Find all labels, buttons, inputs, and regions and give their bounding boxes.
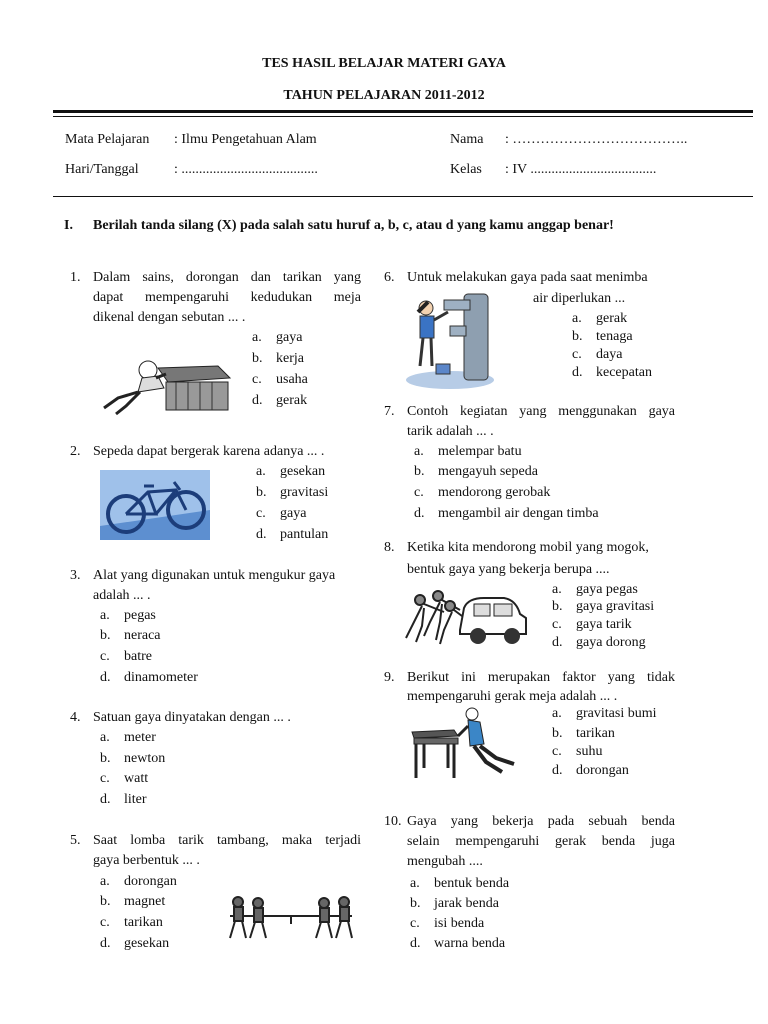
option-a[interactable]: a. gerak bbox=[572, 311, 628, 326]
option-d[interactable]: d. liter bbox=[100, 792, 147, 807]
option-b[interactable]: b. magnet bbox=[100, 894, 166, 909]
question-text: Alat yang digunakan untuk mengukur gaya adalah ... . bbox=[93, 568, 336, 603]
tug-of-war-illustration bbox=[226, 894, 356, 946]
option-a[interactable]: a. pegas bbox=[100, 608, 156, 623]
option-a[interactable]: a. bentuk benda bbox=[410, 876, 510, 891]
option-a[interactable]: a. gaya bbox=[252, 330, 303, 345]
question-number: 10. bbox=[384, 814, 402, 829]
header-rule-thin bbox=[53, 116, 753, 117]
option-b[interactable]: b. jarak benda bbox=[410, 896, 499, 911]
option-c[interactable]: c. isi benda bbox=[410, 916, 485, 931]
option-d[interactable]: d. dinamometer bbox=[100, 670, 198, 685]
question-text: Satuan gaya dinyatakan dengan ... . bbox=[93, 710, 291, 725]
option-c[interactable]: c. daya bbox=[572, 347, 623, 362]
question-text: Untuk melakukan gaya pada saat menimba bbox=[407, 270, 648, 285]
option-b[interactable]: b. gravitasi bbox=[256, 485, 329, 500]
date-label: Hari/Tanggal bbox=[65, 162, 139, 177]
option-b[interactable]: b. gaya gravitasi bbox=[552, 599, 655, 614]
question-number: 9. bbox=[384, 670, 395, 685]
test-title: TES HASIL BELAJAR MATERI GAYA bbox=[262, 56, 506, 71]
class-label: Kelas bbox=[450, 162, 482, 177]
option-c[interactable]: c. batre bbox=[100, 649, 152, 664]
bicycle-illustration bbox=[100, 470, 210, 540]
question-text: Sepeda dapat bergerak karena adanya ... . bbox=[93, 444, 325, 459]
option-b[interactable]: b. mengayuh sepeda bbox=[414, 464, 538, 479]
question-number: 2. bbox=[70, 444, 81, 459]
subject-value: : Ilmu Pengetahuan Alam bbox=[174, 132, 317, 147]
date-field[interactable]: : ....................................... bbox=[174, 162, 318, 177]
name-label: Nama bbox=[450, 132, 484, 147]
option-b[interactable]: b. tenaga bbox=[572, 329, 633, 344]
option-b[interactable]: b. kerja bbox=[252, 351, 304, 366]
option-c[interactable]: c. gaya bbox=[256, 506, 307, 521]
question-number: 1. bbox=[70, 270, 81, 285]
section-number: I. bbox=[64, 218, 73, 233]
boy-pushing-table-illustration bbox=[406, 704, 520, 780]
option-a[interactable]: a. gesekan bbox=[256, 464, 326, 479]
question-text: Contoh kegiatan yang menggunakan gaya tarik adalah ... . bbox=[407, 404, 675, 439]
section-instruction: Berilah tanda silang (X) pada salah satu huruf a, b, c, atau d yang kamu anggap benar! bbox=[93, 218, 614, 233]
name-field[interactable]: : ……………………………….. bbox=[505, 132, 688, 147]
option-a[interactable]: a. dorongan bbox=[100, 874, 177, 889]
people-pushing-car-illustration bbox=[404, 586, 528, 652]
option-b[interactable]: b. tarikan bbox=[552, 726, 615, 741]
option-d[interactable]: d. gerak bbox=[252, 393, 308, 408]
question-number: 5. bbox=[70, 833, 81, 848]
option-d[interactable]: d. dorongan bbox=[552, 763, 629, 778]
question-number: 3. bbox=[70, 568, 81, 583]
question-number: 4. bbox=[70, 710, 81, 725]
question-number: 8. bbox=[384, 540, 395, 555]
option-a[interactable]: a. gravitasi bumi bbox=[552, 706, 657, 721]
option-d[interactable]: d. mengambil air dengan timba bbox=[414, 506, 599, 521]
option-a[interactable]: a. melempar batu bbox=[414, 444, 522, 459]
option-a[interactable]: a. meter bbox=[100, 730, 156, 745]
option-c[interactable]: c. gaya tarik bbox=[552, 617, 632, 632]
question-text: Berikut ini merupakan faktor yang tidak mempengaruhi gerak meja adalah ... . bbox=[407, 670, 675, 704]
boy-pushing-table-illustration bbox=[98, 348, 232, 418]
option-d[interactable]: d. warna benda bbox=[410, 936, 506, 951]
option-d[interactable]: d. gaya dorong bbox=[552, 635, 646, 650]
class-field[interactable]: : IV .................................... bbox=[505, 162, 657, 177]
question-text: Gaya yang bekerja pada sebuah benda selain mempengaruhi gerak benda juga mengubah .... bbox=[407, 814, 675, 869]
girl-pumping-water-illustration bbox=[404, 290, 496, 390]
option-d[interactable]: d. gesekan bbox=[100, 936, 170, 951]
question-text: Dalam sains, dorongan dan tarikan yang dapat mempengaruhi kedudukan meja dikenal dengan sebutan ... . bbox=[93, 270, 361, 325]
school-year: TAHUN PELAJARAN 2011-2012 bbox=[283, 88, 485, 103]
option-c[interactable]: c. usaha bbox=[252, 372, 308, 387]
option-a[interactable]: a. gaya pegas bbox=[552, 582, 638, 597]
info-rule bbox=[53, 196, 753, 197]
option-b[interactable]: b. newton bbox=[100, 751, 166, 766]
option-c[interactable]: c. tarikan bbox=[100, 915, 163, 930]
question-text-continued: air diperlukan ... bbox=[533, 291, 626, 306]
option-c[interactable]: c. watt bbox=[100, 771, 149, 786]
question-number: 6. bbox=[384, 270, 395, 285]
option-c[interactable]: c. suhu bbox=[552, 744, 603, 759]
question-number: 7. bbox=[384, 404, 395, 419]
question-text: Ketika kita mendorong mobil yang mogok, bentuk gaya yang bekerja berupa .... bbox=[407, 540, 649, 577]
option-c[interactable]: c. mendorong gerobak bbox=[414, 485, 551, 500]
option-b[interactable]: b. neraca bbox=[100, 628, 161, 643]
subject-label: Mata Pelajaran bbox=[65, 132, 150, 147]
header-rule-thick bbox=[53, 110, 753, 113]
option-d[interactable]: d. kecepatan bbox=[572, 365, 652, 380]
question-text: Saat lomba tarik tambang, maka terjadi gaya berbentuk ... . bbox=[93, 833, 361, 868]
option-d[interactable]: d. pantulan bbox=[256, 527, 329, 542]
